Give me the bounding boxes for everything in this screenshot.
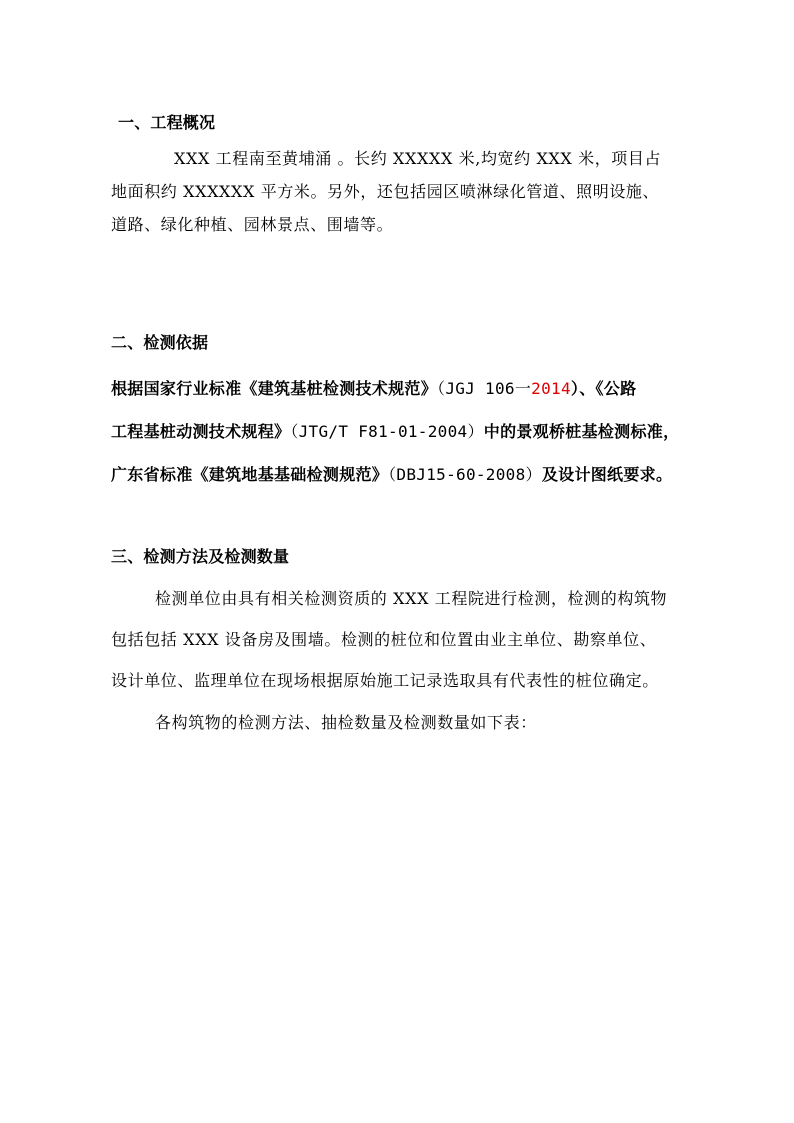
- basis-line-1-text-c: ）、《公路: [570, 379, 637, 398]
- basis-line-3-text-c: 及设计图纸要求。: [541, 465, 673, 484]
- methods-line-2: 包括包括 XXX 设备房及围墙。检测的桩位和位置由业主单位、勘察单位、: [111, 630, 657, 649]
- basis-line-3-text-a: 广东省标准《建筑地基基础检测规范》: [111, 465, 389, 484]
- overview-line-3: 道路、绿化种植、园林景点、围墙等。: [111, 215, 394, 234]
- basis-line-3: [111, 462, 672, 485]
- basis-line-2-text-a: 工程基桩动测技术规程》: [111, 422, 291, 441]
- methods-line-4: 各构筑物的检测方法、抽检数量及检测数量如下表：: [155, 713, 537, 732]
- basis-line-1-text-b: （JGJ 106一: [437, 379, 532, 398]
- basis-line-2-text-b: （JTG/T F81-01-2004）: [290, 422, 484, 441]
- methods-line-3: 设计单位、监理单位在现场根据原始施工记录选取具有代表性的桩位确定。: [111, 671, 659, 690]
- basis-line-1-text-a: 根据国家行业标准《建筑基桩检测技术规范》: [111, 379, 438, 398]
- basis-line-2: [111, 419, 679, 442]
- overview-line-1: XXX 工程南至黄埔涌 。长约 XXXXX 米,均宽约 XXX 米，项目占: [174, 149, 662, 168]
- overview-line-2: 地面积约 XXXXXX 平方米。另外，还包括园区喷淋绿化管道、照明设施、: [111, 182, 660, 201]
- basis-line-1: [111, 376, 636, 399]
- methods-line-1: 检测单位由具有相关检测资质的 XXX 工程院进行检测，检测的构筑物: [155, 589, 668, 608]
- section-heading-project-overview: 一、工程概况: [118, 113, 216, 132]
- basis-standard-year: 2014: [531, 379, 571, 398]
- section-heading-test-basis: 二、检测依据: [111, 333, 209, 352]
- section-heading-test-methods: 三、检测方法及检测数量: [111, 547, 290, 566]
- basis-line-2-text-c: 中的景观桥桩基检测标准，: [483, 422, 680, 441]
- basis-line-3-text-b: （DBJ15-60-2008）: [388, 465, 542, 484]
